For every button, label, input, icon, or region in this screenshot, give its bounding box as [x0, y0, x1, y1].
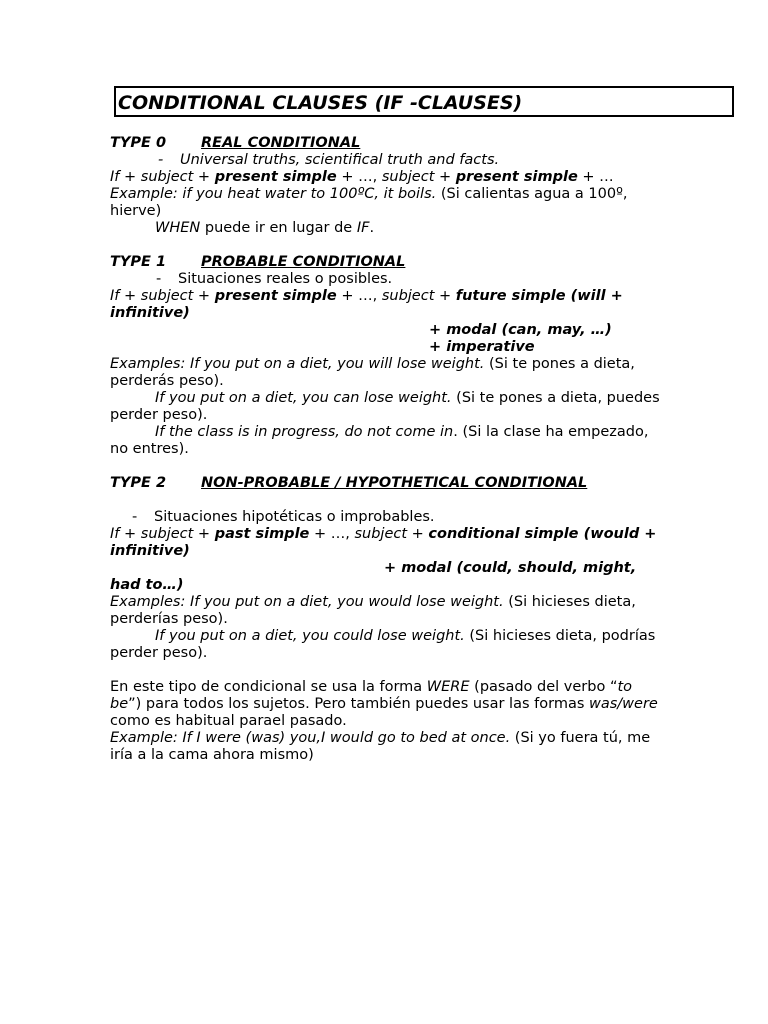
example-english: Examples: If you put on a diet, you would lose weight.: [110, 594, 504, 610]
formula-tense: future simple (will + infinitive): [110, 288, 623, 321]
formula-mid: + …,: [336, 288, 382, 304]
type1-formula: [110, 288, 665, 322]
bullet-dash: -: [156, 271, 162, 287]
formula-plus: +: [119, 288, 141, 304]
note-text: ”) para todos los sujetos. Pero también puedes usar las formas: [128, 696, 589, 712]
formula-subject: subject: [354, 526, 408, 542]
formula-end: + …: [577, 169, 614, 185]
type0-formula: [110, 169, 665, 186]
type1-label: TYPE 1: [110, 254, 167, 270]
note-was-were: was/were: [589, 696, 658, 712]
formula-plus: +: [434, 288, 456, 304]
type0-name: REAL CONDITIONAL: [201, 135, 361, 151]
example-english: Example: If I were (was) you,I would go to bed at once.: [110, 730, 511, 746]
formula-tense: present simple: [214, 169, 337, 185]
bullet-dash: -: [158, 152, 164, 168]
formula-plus: +: [193, 526, 215, 542]
formula-plus: +: [407, 526, 429, 542]
example-english: Example: if you heat water to 100ºC, it boils.: [110, 186, 437, 202]
formula-plus: +: [119, 526, 141, 542]
formula-mid: + …,: [336, 169, 382, 185]
example-spanish: (Si calientas agua a 100º, hierve): [110, 186, 628, 219]
page-title: CONDITIONAL CLAUSES (IF -CLAUSES): [118, 92, 523, 114]
formula-subject: subject: [140, 526, 194, 542]
type0-label: TYPE 0: [110, 135, 167, 151]
type2-bullet: [110, 509, 665, 526]
example-english: If you put on a diet, you can lose weight.: [155, 390, 452, 406]
type2-bullet-text: Situaciones hipotéticas o improbables.: [154, 509, 435, 525]
formula-if: If: [110, 169, 120, 185]
example-english: If the class is in progress, do not come in: [155, 424, 454, 440]
if-word: IF: [356, 220, 370, 236]
when-text: puede ir en lugar de: [200, 220, 357, 236]
type1-bullet-text: Situaciones reales o posibles.: [178, 271, 393, 287]
type2-example-3: [110, 730, 665, 764]
example-spanish: (Si te pones a dieta, perderás peso).: [110, 356, 635, 389]
title-box: [114, 86, 734, 117]
formula-tense: past simple: [214, 526, 310, 542]
formula-tense: present simple: [214, 288, 337, 304]
type1-name: PROBABLE CONDITIONAL: [201, 254, 406, 270]
type0-example: [110, 186, 665, 220]
document-body: [110, 135, 665, 764]
example-spanish: (Si te pones a dieta, puedes perder peso).: [110, 390, 660, 423]
type2-label: TYPE 2: [110, 475, 167, 491]
type2-example-1: [110, 594, 665, 628]
example-spanish: (Si hicieses dieta, podrías perder peso).: [110, 628, 656, 661]
formula-plus: +: [119, 169, 141, 185]
note-text: como es habitual parael pasado.: [110, 713, 347, 729]
type1-example-2: [110, 390, 665, 424]
type2-were-note: [110, 679, 665, 730]
example-english: Examples: If you put on a diet, you will lose weight.: [110, 356, 485, 372]
formula-plus: +: [434, 169, 456, 185]
example-english: If you put on a diet, you could lose weight.: [155, 628, 465, 644]
type1-bullet: [110, 271, 665, 288]
type2-alt-modal: + modal (could, should, might,: [384, 560, 637, 576]
formula-if: If: [110, 526, 120, 542]
type2-formula: [110, 526, 665, 560]
note-to-be: to be: [110, 679, 633, 712]
formula-subject: subject: [381, 169, 435, 185]
type2-heading: [110, 475, 665, 492]
formula-tense: present simple: [455, 169, 578, 185]
formula-subject: subject: [381, 288, 435, 304]
type1-heading: [110, 254, 665, 271]
when-end: .: [369, 220, 375, 236]
note-text: (pasado del verbo “: [469, 679, 618, 695]
formula-tense: conditional simple (would + infinitive): [110, 526, 657, 559]
type0-heading: [110, 135, 665, 152]
note-text: En este tipo de condicional se usa la forma: [110, 679, 427, 695]
formula-plus: +: [193, 288, 215, 304]
formula-if: If: [110, 288, 120, 304]
formula-plus: +: [193, 169, 215, 185]
type0-bullet: [110, 152, 665, 169]
type2-alt-modal-cont: had to…): [110, 577, 184, 593]
type1-alt-modal: + modal (can, may, …): [429, 322, 612, 338]
formula-mid: + …,: [309, 526, 355, 542]
example-spanish: (Si yo fuera tú, me iría a la cama ahora mismo): [110, 730, 651, 763]
type1-alt-imperative: + imperative: [429, 339, 535, 355]
formula-subject: subject: [140, 169, 194, 185]
note-were: WERE: [426, 679, 470, 695]
type0-when-note: [110, 220, 665, 237]
example-spanish: (Si hicieses dieta, perderías peso).: [110, 594, 636, 627]
type2-name: NON-PROBABLE / HYPOTHETICAL CONDITIONAL: [201, 475, 588, 491]
formula-subject: subject: [140, 288, 194, 304]
type0-bullet-text: Universal truths, scientifical truth and facts.: [180, 152, 500, 168]
type1-example-1: [110, 356, 665, 390]
bullet-dash: -: [132, 509, 138, 525]
when-word: WHEN: [155, 220, 201, 236]
type1-example-3: [110, 424, 665, 458]
type2-example-2: [110, 628, 665, 662]
example-spanish: . (Si la clase ha empezado, no entres).: [110, 424, 649, 457]
